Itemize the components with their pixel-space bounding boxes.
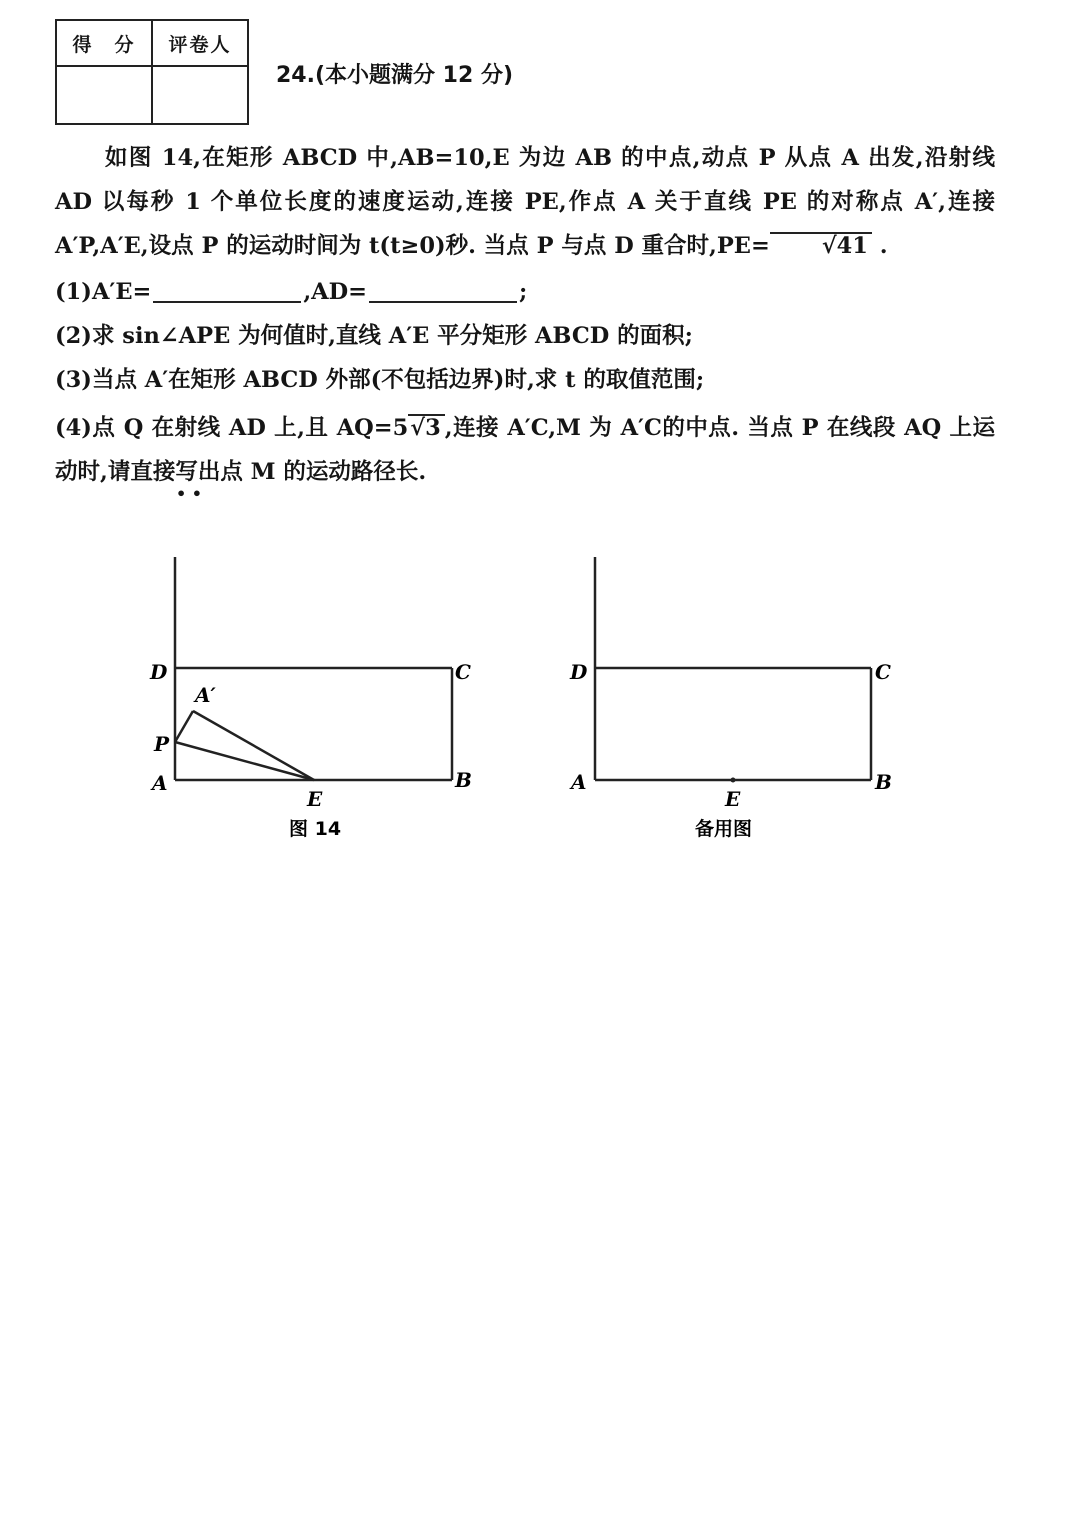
emphasis-dots: • • (176, 484, 203, 503)
figure-14 (175, 557, 452, 780)
fig1-caption: 图 14 (289, 818, 342, 840)
grader-header: 评卷人 (152, 20, 248, 66)
fig2-label-d: D (570, 660, 588, 684)
segment-a-prime-e (193, 711, 314, 780)
fig1-label-e: E (307, 787, 323, 811)
part-2: (2)求 sin∠APE 为何值时,直线 A′E 平分矩形 ABCD 的面积; (55, 323, 693, 349)
part-3: (3)当点 A′在矩形 ABCD 外部(不包括边界)时,求 t 的取值范围; (55, 367, 705, 393)
part1-a: (1)A′E= (55, 279, 152, 305)
sqrt-41: √41 (770, 232, 872, 258)
fig1-label-c: C (455, 660, 471, 684)
score-header: 得 分 (56, 20, 152, 66)
stem-text: 如图 14,在矩形 ABCD 中,AB=10,E 为边 AB 的中点,动点 P 从点 A 出发,沿射线 AD 以每秒 1 个单位长度的速度运动,连接 PE,作点 A 关于直线 PE 的对称点 A′,连接 A′P,A′E,设点 P 的运动时间为 t(t≥0)秒. 当点 P 与点 D 重合时,PE= (55, 145, 995, 259)
part4-a: (4)点 Q 在射线 AD 上,且 AQ=5 (55, 415, 409, 441)
figure-backup (595, 557, 871, 780)
sqrt-3: √3 (408, 414, 444, 440)
question-title: 24.(本小题满分 12 分) (276, 63, 514, 88)
fig1-label-b: B (455, 768, 472, 792)
segment-pa-prime (175, 711, 193, 742)
fig2-label-a: A (571, 770, 587, 794)
fig2-label-c: C (875, 660, 891, 684)
fig1-label-d: D (150, 660, 168, 684)
stem-end: . (871, 233, 888, 259)
fig2-caption: 备用图 (695, 818, 753, 840)
part1-b: ,AD= (303, 279, 367, 305)
segment-pe (175, 742, 314, 780)
sqrt-3-value: 3 (425, 415, 441, 441)
point-e-2 (731, 778, 736, 783)
part4-b: ,连接 A′C,M 为 A′C的中点. 当点 P 在线段 AQ 上运动时,请直接写出点 M 的运动路径长. (55, 415, 995, 485)
fig2-label-b: B (875, 770, 892, 794)
fig1-label-a: A (152, 771, 168, 795)
sqrt-41-value: 41 (836, 233, 868, 259)
fig1-label-p: P (154, 732, 170, 756)
fig1-label-a-prime: A′ (195, 683, 216, 707)
fig2-label-e: E (725, 787, 741, 811)
part1-c: ; (519, 279, 528, 305)
